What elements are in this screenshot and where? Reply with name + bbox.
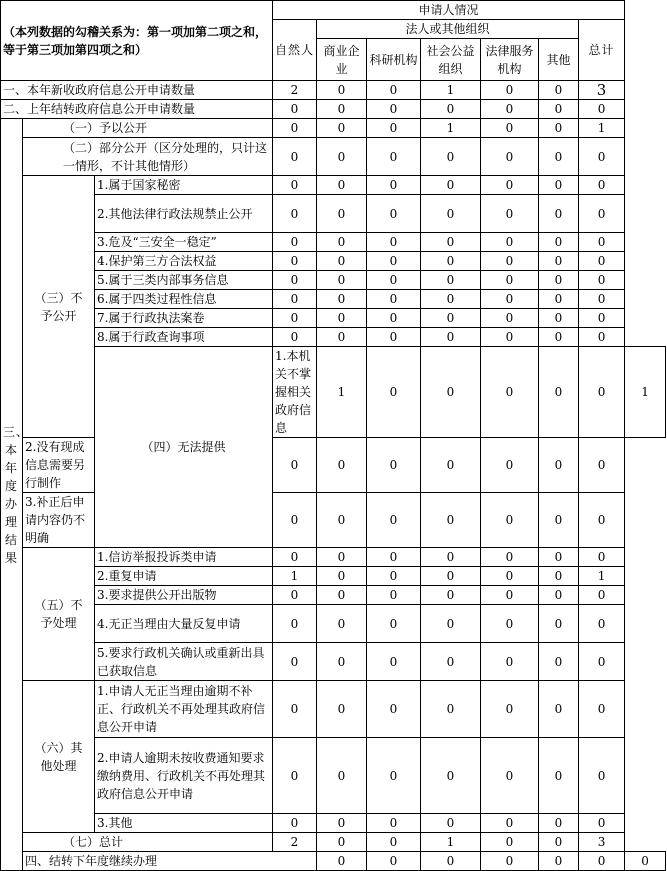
cell-total: 1 (625, 347, 666, 438)
table-row (1, 567, 666, 586)
cell-value: 0 (421, 643, 481, 681)
cell-value: 1 (421, 119, 481, 138)
group-unable-label: （四）无法提供 (95, 347, 273, 548)
cell-value: 0 (539, 309, 579, 328)
cell-value: 0 (421, 100, 481, 119)
cell-value: 0 (481, 81, 539, 100)
row-label: 5.要求行政机关确认或重新出具已获取信息 (95, 643, 273, 681)
table-row (1, 309, 666, 328)
cell-value: 0 (317, 233, 367, 252)
cell-value: 2 (273, 81, 317, 100)
header-sub-business: 商业企业 (317, 39, 367, 81)
table-row (1, 195, 666, 233)
row-label: 3.补正后申请内容仍不明确 (23, 493, 95, 548)
cell-value: 0 (481, 438, 539, 493)
cell-value: 0 (367, 195, 421, 233)
cell-value: 0 (539, 252, 579, 271)
cell-value: 0 (273, 138, 317, 176)
row-label: （二）部分公开（区分处理的，只计这一情形，不计其他情形） (23, 138, 273, 176)
cell-value: 0 (481, 233, 539, 252)
cell-value: 0 (273, 438, 317, 493)
table-row (1, 119, 666, 138)
cell-value: 0 (273, 643, 317, 681)
table-row (1, 643, 666, 681)
cell-value: 0 (367, 548, 421, 567)
cell-total: 0 (579, 195, 625, 233)
cell-value: 0 (481, 119, 539, 138)
header-sub-legal-service: 法律服务机构 (481, 39, 539, 81)
cell-total: 3 (579, 833, 625, 852)
row-label: 4.保护第三方合法权益 (95, 252, 273, 271)
table-row (1, 681, 666, 738)
cell-value: 0 (481, 328, 539, 347)
cell-value: 0 (421, 290, 481, 309)
cell-value: 0 (481, 643, 539, 681)
cell-value: 0 (273, 290, 317, 309)
cell-value: 0 (367, 681, 421, 738)
table-row (1, 328, 666, 347)
cell-value: 0 (539, 681, 579, 738)
cell-value: 0 (421, 347, 481, 438)
cell-value: 0 (481, 195, 539, 233)
cell-total: 0 (579, 643, 625, 681)
cell-value: 0 (421, 252, 481, 271)
cell-value: 0 (317, 605, 367, 643)
cell-value: 0 (317, 493, 367, 548)
cell-value: 0 (367, 347, 421, 438)
cell-value: 0 (273, 309, 317, 328)
cell-value: 0 (539, 195, 579, 233)
cell-value: 0 (481, 347, 539, 438)
cell-value: 0 (421, 548, 481, 567)
cell-value: 0 (539, 271, 579, 290)
cell-value: 0 (539, 438, 579, 493)
cell-value: 0 (317, 643, 367, 681)
section-3-label: 三、本年度办理结果 (1, 119, 23, 871)
cell-value: 0 (367, 119, 421, 138)
table-row (1, 233, 666, 252)
cell-value: 0 (367, 233, 421, 252)
row-label: 一、本年新收政府信息公开申请数量 (1, 81, 273, 100)
cell-value: 0 (579, 852, 625, 871)
cell-value: 0 (367, 605, 421, 643)
header-legal-entity: 法人或其他组织 (317, 20, 579, 39)
row-label: 1.申请人无正当理由逾期不补正、行政机关不再处理其政府信息公开申请 (95, 681, 273, 738)
cell-value: 0 (317, 548, 367, 567)
cell-value: 0 (273, 233, 317, 252)
cell-total: 0 (579, 233, 625, 252)
cell-value: 0 (481, 681, 539, 738)
cell-value: 0 (481, 493, 539, 548)
row-label: 1.属于国家秘密 (95, 176, 273, 195)
cell-value: 0 (367, 833, 421, 852)
cell-value: 0 (481, 100, 539, 119)
row-label: 2.申请人逾期未按收费通知要求缴纳费用、行政机关不再处理其政府信息公开申请 (95, 738, 273, 814)
cell-value: 0 (273, 328, 317, 347)
row-label: 2.其他法律行政法规禁止公开 (95, 195, 273, 233)
row-label: （七）总计 (23, 833, 273, 852)
cell-total: 0 (579, 493, 625, 548)
cell-value: 0 (481, 138, 539, 176)
cell-value: 0 (539, 290, 579, 309)
table-row (1, 548, 666, 567)
cell-value: 0 (481, 567, 539, 586)
cell-value: 0 (421, 328, 481, 347)
cell-value: 0 (421, 681, 481, 738)
row-label: 3.要求提供公开出版物 (95, 586, 273, 605)
cell-value: 0 (367, 586, 421, 605)
cell-value: 0 (273, 252, 317, 271)
cell-total: 3 (579, 81, 625, 100)
cell-total: 0 (579, 681, 625, 738)
cell-total: 0 (579, 586, 625, 605)
cell-value: 0 (367, 438, 421, 493)
cell-value: 0 (273, 100, 317, 119)
cell-total: 0 (579, 548, 625, 567)
cell-value: 0 (317, 681, 367, 738)
cell-value: 0 (317, 438, 367, 493)
group-other-label: （六）其他处理 (23, 681, 95, 833)
cell-value: 0 (367, 290, 421, 309)
row-label: 2.没有现成信息需要另行制作 (23, 438, 95, 493)
cell-total: 1 (579, 119, 625, 138)
cell-total: 0 (579, 290, 625, 309)
cell-value: 0 (481, 852, 539, 871)
row-label: 2.重复申请 (95, 567, 273, 586)
cell-value: 0 (539, 119, 579, 138)
cell-value: 0 (481, 252, 539, 271)
cell-value: 0 (317, 328, 367, 347)
cell-value: 0 (421, 605, 481, 643)
cell-value: 0 (539, 833, 579, 852)
cell-total: 0 (579, 605, 625, 643)
table-row (1, 738, 666, 814)
cell-value: 0 (317, 814, 367, 833)
header-sub-research: 科研机构 (367, 39, 421, 81)
cell-value: 0 (273, 176, 317, 195)
cell-value: 0 (421, 586, 481, 605)
cell-value: 0 (317, 833, 367, 852)
cell-value: 0 (367, 138, 421, 176)
cell-value: 0 (317, 100, 367, 119)
cell-value: 0 (273, 195, 317, 233)
cell-value: 0 (481, 271, 539, 290)
row-label: 二、上年结转政府信息公开申请数量 (1, 100, 273, 119)
cell-value: 0 (579, 347, 625, 438)
cell-value: 0 (539, 176, 579, 195)
cell-value: 0 (273, 271, 317, 290)
cell-value: 0 (273, 605, 317, 643)
cell-value: 0 (367, 738, 421, 814)
table-row (1, 852, 666, 871)
cell-value: 0 (273, 814, 317, 833)
cell-value: 0 (367, 852, 421, 871)
cell-value: 0 (367, 814, 421, 833)
cell-value: 0 (421, 567, 481, 586)
cell-value: 0 (317, 586, 367, 605)
cell-value: 0 (539, 138, 579, 176)
cell-value: 0 (481, 309, 539, 328)
header-natural-person: 自然人 (273, 20, 317, 81)
cell-total: 0 (579, 252, 625, 271)
cell-value: 0 (273, 548, 317, 567)
cell-value: 0 (421, 852, 481, 871)
cell-value: 1 (421, 81, 481, 100)
row-label: 4.无正当理由大量反复申请 (95, 605, 273, 643)
table-row (1, 833, 666, 852)
cell-value: 0 (539, 738, 579, 814)
row-label: （一）予以公开 (23, 119, 273, 138)
header-sub-other: 其他 (539, 39, 579, 81)
cell-total: 0 (579, 328, 625, 347)
cell-value: 0 (367, 309, 421, 328)
row-label: 3.其他 (95, 814, 273, 833)
cell-value: 0 (317, 290, 367, 309)
cell-value: 0 (317, 271, 367, 290)
cell-value: 0 (317, 738, 367, 814)
cell-value: 0 (539, 100, 579, 119)
cell-value: 0 (421, 814, 481, 833)
cell-value: 0 (367, 252, 421, 271)
cell-value: 1 (317, 347, 367, 438)
cell-value: 1 (273, 567, 317, 586)
cell-value: 0 (481, 738, 539, 814)
cell-total: 0 (579, 438, 625, 493)
cell-value: 0 (539, 233, 579, 252)
cell-value: 0 (481, 176, 539, 195)
group-noproc-label: （五）不予处理 (23, 548, 95, 681)
cell-value: 0 (539, 852, 579, 871)
cell-value: 0 (367, 81, 421, 100)
cell-total: 0 (625, 852, 666, 871)
row-label: 6.属于四类过程性信息 (95, 290, 273, 309)
cell-value: 0 (539, 328, 579, 347)
cell-value: 0 (539, 567, 579, 586)
cell-value: 0 (421, 195, 481, 233)
row-label: 1.信访举报投诉类申请 (95, 548, 273, 567)
cell-value: 0 (421, 438, 481, 493)
row-label: 5.属于三类内部事务信息 (95, 271, 273, 290)
cell-value: 0 (317, 195, 367, 233)
cell-value: 0 (481, 548, 539, 567)
cell-value: 1 (421, 833, 481, 852)
cell-value: 0 (317, 309, 367, 328)
header-note: （本列数据的勾稽关系为：第一项加第二项之和，等于第三项加第四项之和） (1, 1, 273, 81)
cell-value: 0 (273, 681, 317, 738)
header-total: 总计 (579, 20, 625, 81)
header-applicant: 申请人情况 (273, 1, 625, 20)
cell-total: 0 (579, 271, 625, 290)
cell-value: 0 (317, 176, 367, 195)
cell-total: 0 (579, 176, 625, 195)
cell-value: 0 (367, 493, 421, 548)
cell-value: 0 (317, 119, 367, 138)
cell-value: 0 (421, 493, 481, 548)
cell-value: 0 (421, 309, 481, 328)
cell-value: 0 (421, 138, 481, 176)
cell-value: 0 (273, 119, 317, 138)
cell-value: 0 (421, 176, 481, 195)
cell-value: 0 (539, 493, 579, 548)
group-deny-label: （三）不予公开 (23, 176, 95, 438)
cell-value: 0 (539, 548, 579, 567)
cell-total: 1 (579, 567, 625, 586)
cell-value: 0 (317, 81, 367, 100)
row-label: 1.本机关不掌握相关政府信息 (273, 347, 317, 438)
cell-value: 0 (539, 605, 579, 643)
cell-value: 0 (317, 852, 367, 871)
cell-value: 0 (367, 567, 421, 586)
table-row (1, 81, 666, 100)
cell-value: 0 (481, 814, 539, 833)
cell-value: 0 (273, 586, 317, 605)
cell-value: 0 (481, 586, 539, 605)
table-row (1, 605, 666, 643)
table-row (1, 586, 666, 605)
cell-value: 0 (539, 81, 579, 100)
table-row (1, 100, 666, 119)
cell-total: 0 (579, 138, 625, 176)
cell-value: 0 (481, 605, 539, 643)
cell-value: 0 (539, 814, 579, 833)
row-label: 7.属于行政执法案卷 (95, 309, 273, 328)
cell-value: 0 (367, 328, 421, 347)
cell-total: 0 (579, 309, 625, 328)
cell-total: 0 (579, 100, 625, 119)
cell-value: 0 (317, 138, 367, 176)
cell-total: 0 (579, 738, 625, 814)
cell-value: 0 (367, 643, 421, 681)
cell-value: 0 (367, 100, 421, 119)
cell-value: 0 (317, 567, 367, 586)
cell-value: 0 (539, 643, 579, 681)
cell-value: 0 (421, 738, 481, 814)
cell-total: 0 (579, 814, 625, 833)
cell-value: 0 (317, 252, 367, 271)
cell-value: 0 (367, 176, 421, 195)
cell-value: 0 (481, 833, 539, 852)
table-row (1, 271, 666, 290)
cell-value: 2 (273, 833, 317, 852)
cell-value: 0 (539, 586, 579, 605)
cell-value: 0 (421, 233, 481, 252)
row-label: 四、结转下年度继续办理 (23, 852, 317, 871)
table-row (1, 347, 666, 438)
table-row (1, 814, 666, 833)
table-row (1, 138, 666, 176)
cell-value: 0 (273, 738, 317, 814)
table-row (1, 290, 666, 309)
cell-value: 0 (539, 347, 579, 438)
cell-value: 0 (273, 493, 317, 548)
row-label: 3.危及“三安全一稳定” (95, 233, 273, 252)
table-row (1, 176, 666, 195)
row-label: 8.属于行政查询事项 (95, 328, 273, 347)
cell-value: 0 (481, 290, 539, 309)
header-sub-public-welfare: 社会公益组织 (421, 39, 481, 81)
cell-value: 0 (421, 271, 481, 290)
cell-value: 0 (367, 271, 421, 290)
table-row (1, 252, 666, 271)
